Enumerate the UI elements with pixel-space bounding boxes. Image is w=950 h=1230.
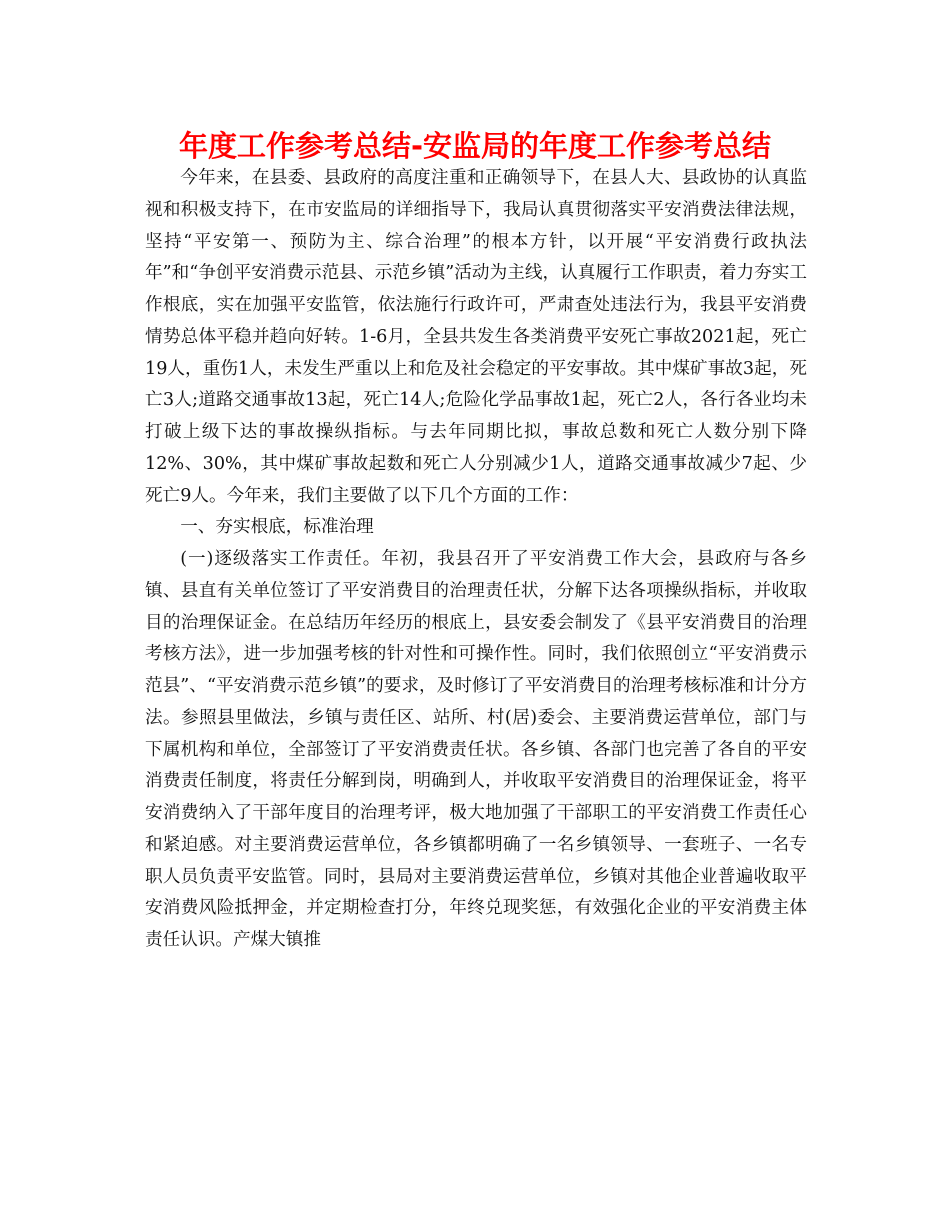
document-body (145, 163, 807, 957)
section-heading: 一、夯实根底，标准治理 (180, 517, 374, 538)
paragraph-responsibility: (一)逐级落实工作责任。年初，我县召开了平安消费工作大会，县政府与各乡镇、县直有关单位签订了平安消费目的治理责任状，分解下达各项操纵指标，并收取目的治理保证金。在总结历年经历的根底上，县安委会制发了《县平安消费目的治理考核方法》，进一步加强考核的针对性和可操作性。同时，我们依照创立“平安消费示范县”、“平安消费示范乡镇”的要求，及时修订了平安消费目的治理考核标准和计分方法。参照县里做法，乡镇与责任区、站所、村(居)委会、主要消费运营单位，部门与下属机构和单位，全部签订了平安消费责任状。各乡镇、各部门也完善了各自的平安消费责任制度，将责任分解到岗，明确到人，并收取平安消费目的治理保证金，将平安消费纳入了干部年度目的治理考评，极大地加强了干部职工的平安消费工作责任心和紧迫感。对主要消费运营单位，各乡镇都明确了一名乡镇领导、一套班子、一名专职人员负责平安监管。同时，县局对主要消费运营单位，乡镇对其他企业普遍收取平安消费风险抵押金，并定期检查打分，年终兑现奖惩，有效强化企业的平安消费主体责任认识。产煤大镇推 (145, 549, 807, 950)
document-title: 年度工作参考总结-安监局的年度工作参考总结 (178, 129, 772, 163)
paragraph-intro: 今年来，在县委、县政府的高度注重和正确领导下，在县人大、县政协的认真监视和积极支持下，在市安监局的详细指导下，我局认真贯彻落实平安消费法律法规，坚持“平安第一、预防为主、综合治理”的根本方针，以开展“平安消费行政执法年”和“争创平安消费示范县、示范乡镇”活动为主线，认真履行工作职责，着力夯实工作根底，实在加强平安监管，依法施行行政许可，严肃查处违法行为，我县平安消费情势总体平稳并趋向好转。1-6月，全县共发生各类消费平安死亡事故2021起，死亡19人，重伤1人，未发生严重以上和危及社会稳定的平安事故。其中煤矿事故3起，死亡3人;道路交通事故13起，死亡14人;危险化学品事故1起，死亡2人，各行各业均未打破上级下达的事故操纵指标。与去年同期比拟，事故总数和死亡人数分别下降12%、30%，其中煤矿事故起数和死亡人分别减少1人，道路交通事故减少7起、少死亡9人。今年来，我们主要做了以下几个方面的工作： (145, 168, 807, 506)
